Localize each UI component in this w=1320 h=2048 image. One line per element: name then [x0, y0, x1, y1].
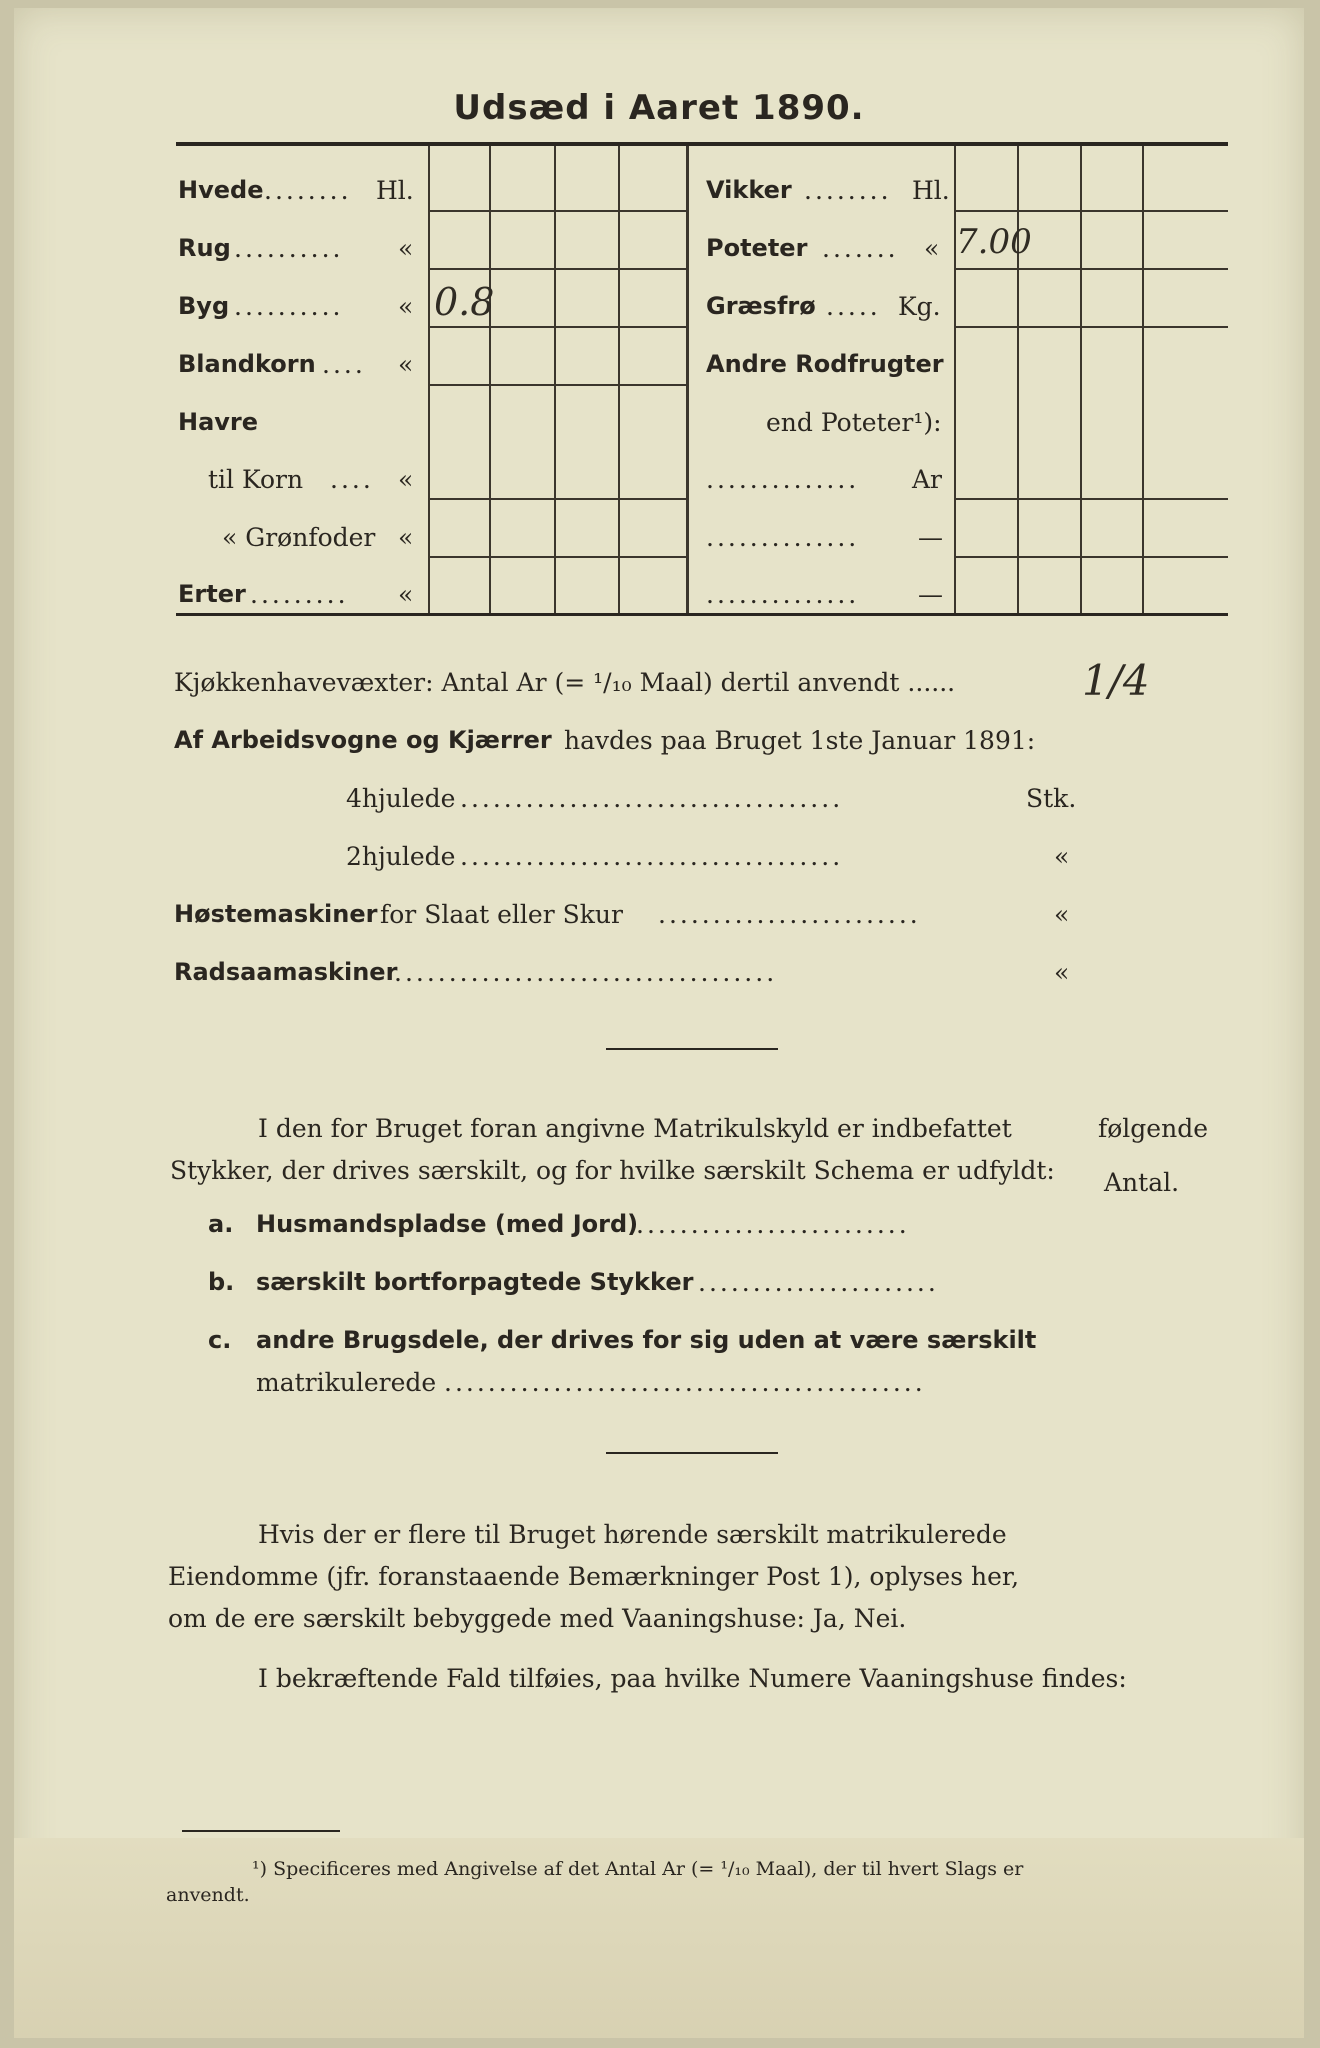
row-label-til-korn: til Korn: [208, 465, 304, 494]
matrikul-item-label: Husmandspladse (med Jord): [256, 1210, 639, 1238]
row-dots: ........: [804, 176, 892, 205]
radsaamaskiner-unit: «: [1054, 958, 1070, 987]
row-dots: ..............: [706, 523, 860, 552]
row-unit: «: [398, 580, 414, 609]
matrikul-item-label: særskilt bortforpagtede Stykker: [256, 1268, 694, 1296]
matrikul-line-2: Stykker, der drives særskilt, og for hvilke særskilt Schema er udfyldt:: [170, 1156, 1055, 1185]
left-row-line: [428, 210, 686, 212]
row-label-poteter: Poteter: [706, 234, 808, 262]
right-grid-line-2: [1017, 146, 1019, 613]
row-unit: «: [398, 523, 414, 552]
left-grid-line-1: [428, 146, 430, 613]
radsaamaskiner-label: Radsaamaskiner: [174, 958, 398, 986]
matrikul-line-1: I den for Bruget foran angivne Matrikulskyld er indbefattet: [258, 1114, 1012, 1143]
table-bottom-rule: [176, 613, 1228, 616]
row-unit: Ar: [912, 465, 943, 494]
row-dots: ..............: [706, 465, 860, 494]
row-label-hvede: Hvede: [178, 176, 264, 204]
row-label-gronfoder: « Grønfoder: [222, 523, 376, 552]
handwritten-byg-value: 0.8: [434, 280, 495, 324]
hostemaskiner-rest: for Slaat eller Skur: [380, 900, 623, 929]
right-grid-line-1: [954, 146, 956, 613]
matrikul-item-letter: a.: [208, 1210, 234, 1238]
hostemaskiner-label: Høstemaskiner: [174, 900, 378, 928]
left-row-line: [428, 384, 686, 386]
row-unit: Kg.: [898, 292, 941, 321]
right-row-line: [954, 326, 1228, 328]
left-grid-line-2: [489, 146, 491, 613]
form-page: [14, 8, 1304, 2038]
row-unit: —: [918, 523, 943, 552]
left-row-line: [428, 498, 686, 500]
row-label-erter: Erter: [178, 580, 246, 608]
row-label-byg: Byg: [178, 292, 230, 320]
left-grid-line-3: [554, 146, 556, 613]
matrikul-item-letter: c.: [208, 1326, 232, 1354]
right-row-line: [954, 268, 1228, 270]
matrikul-item-letter: b.: [208, 1268, 235, 1296]
matrikul-item-c-line-2: matrikulerede: [256, 1368, 437, 1397]
footnote-rule: [182, 1830, 340, 1832]
left-row-line: [428, 326, 686, 328]
right-grid-line-4: [1142, 146, 1144, 613]
row-dots: .....: [826, 292, 881, 321]
vogne-2hjulede-label: 2hjulede: [346, 842, 456, 871]
footnote-line-2: anvendt.: [166, 1884, 250, 1906]
table-center-divider: [686, 146, 689, 613]
vogne-dots: ...................................: [460, 842, 844, 871]
left-grid-line-4: [618, 146, 620, 613]
row-unit: «: [398, 292, 414, 321]
row-dots: .........: [250, 580, 349, 609]
section-divider: [606, 1452, 778, 1454]
kjokkenhave-line: Kjøkkenhavevæxter: Antal Ar (= ¹/₁₀ Maal) dertil anvendt ......: [174, 668, 956, 697]
vogne-dots: ...................................: [460, 784, 844, 813]
row-unit: «: [924, 234, 940, 263]
row-dots: ....: [322, 350, 366, 379]
row-label-vikker: Vikker: [706, 176, 792, 204]
right-row-line: [954, 498, 1228, 500]
row-unit: —: [918, 580, 943, 609]
matrikul-line-2-right: Antal.: [1104, 1168, 1180, 1197]
row-label-andre-rodfrugter: Andre Rodfrugter: [706, 350, 944, 378]
handwritten-kjokkenhave-value: 1/4: [1082, 656, 1150, 705]
row-unit: Hl.: [912, 176, 950, 205]
vogne-unit: Stk.: [1026, 784, 1077, 813]
handwritten-poteter-value: 7.00: [956, 222, 1032, 262]
row-label-graesfro: Græsfrø: [706, 292, 816, 320]
matrikul-item-dots: .........................: [636, 1210, 910, 1239]
matrikul-line-1-right: følgende: [1098, 1114, 1208, 1143]
row-dots: ..........: [234, 234, 344, 263]
radsaamaskiner-dots: ...................................: [394, 958, 778, 987]
vogne-unit: «: [1054, 842, 1070, 871]
row-dots: ....: [330, 465, 374, 494]
hvis-line-2: Eiendomme (jfr. foranstaaende Bemærkninger Post 1), oplyses her,: [168, 1562, 1020, 1591]
row-dots: ..........: [234, 292, 344, 321]
form-title: Udsæd i Aaret 1890.: [453, 88, 865, 128]
hostemaskiner-dots: ........................: [658, 900, 921, 929]
row-unit: Hl.: [376, 176, 414, 205]
row-dots: ........: [264, 176, 352, 205]
bekraeftende-line: I bekræftende Fald tilføies, paa hvilke Numere Vaaningshuse findes:: [258, 1664, 1127, 1693]
row-unit: «: [398, 350, 414, 379]
left-row-line: [428, 556, 686, 558]
vogne-heading: Af Arbeidsvogne og Kjærrer: [174, 726, 552, 754]
matrikul-item-c-dots: ............................................: [444, 1368, 926, 1397]
footnote-line-1: ¹) Specificeres med Angivelse af det Antal Ar (= ¹/₁₀ Maal), der til hvert Slags er: [252, 1858, 1024, 1880]
left-row-line: [428, 268, 686, 270]
hvis-line-1: Hvis der er flere til Bruget hørende særskilt matrikulerede: [258, 1520, 1007, 1549]
matrikul-item-label: andre Brugsdele, der drives for sig uden at være særskilt: [256, 1326, 1037, 1354]
row-label-havre: Havre: [178, 408, 259, 436]
row-unit: «: [398, 234, 414, 263]
row-label-rug: Rug: [178, 234, 231, 262]
row-dots: .......: [822, 234, 899, 263]
vogne-4hjulede-label: 4hjulede: [346, 784, 456, 813]
row-dots: ..............: [706, 580, 860, 609]
section-divider: [606, 1048, 778, 1050]
row-label-blandkorn: Blandkorn: [178, 350, 316, 378]
right-row-line: [954, 210, 1228, 212]
right-row-line: [954, 556, 1228, 558]
matrikul-item-dots: ......................: [698, 1268, 939, 1297]
hostemaskiner-unit: «: [1054, 900, 1070, 929]
hvis-line-3: om de ere særskilt bebyggede med Vaaningshuse: Ja, Nei.: [168, 1604, 907, 1633]
vogne-heading-rest: havdes paa Bruget 1ste Januar 1891:: [564, 726, 1036, 755]
table-top-rule: [176, 142, 1228, 146]
right-grid-line-3: [1080, 146, 1082, 613]
row-unit: «: [398, 465, 414, 494]
row-label-end-poteter: end Poteter¹):: [766, 408, 942, 437]
